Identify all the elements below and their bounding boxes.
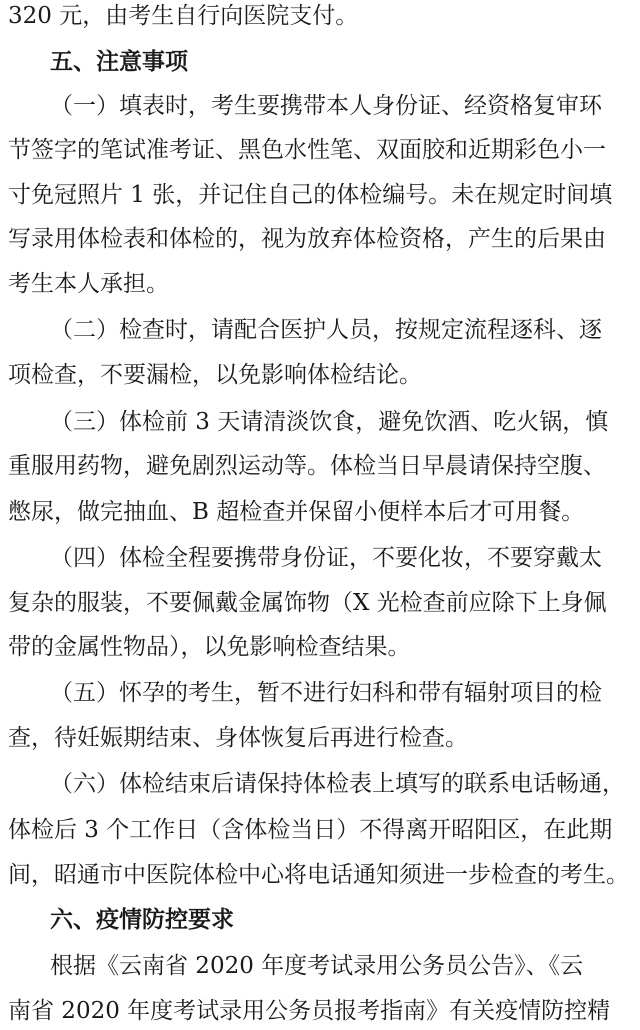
body-line: 体检后 3 个工作日（含体检当日）不得离开昭阳区，在此期 bbox=[8, 817, 613, 843]
body-line: 根据《云南省 2020 年度考试录用公务员公告》、《云 bbox=[50, 953, 584, 979]
body-line: 查，待妊娠期结束、身体恢复后再进行检查。 bbox=[8, 725, 468, 751]
body-line: 节签字的笔试准考证、黑色水性笔、双面胶和近期彩色小一 bbox=[8, 137, 606, 163]
body-line: 复杂的服装，不要佩戴金属饰物（X 光检查前应除下上身佩 bbox=[8, 590, 607, 616]
body-line: 南省 2020 年度考试录用公务员报考指南》有关疫情防控精 bbox=[8, 998, 611, 1024]
body-line: （六）体检结束后请保持体检表上填写的联系电话畅通， bbox=[50, 771, 625, 797]
body-line: 带的金属性物品），以免影响检查结果。 bbox=[8, 634, 411, 660]
body-line: 寸免冠照片 1 张，并记住自己的体检编号。未在规定时间填 bbox=[8, 182, 613, 208]
body-line: 间，昭通市中医院体检中心将电话通知须进一步检查的考生。 bbox=[8, 862, 629, 888]
body-line: 项检查，不要漏检，以免影响体检结论。 bbox=[8, 362, 422, 388]
body-line: 考生本人承担。 bbox=[8, 271, 169, 297]
section-heading: 六、疫情防控要求 bbox=[50, 907, 234, 933]
body-line: 憋尿，做完抽血、B 超检查并保留小便样本后才可用餐。 bbox=[8, 499, 585, 525]
body-line: 重服用药物，避免剧烈运动等。体检当日早晨请保持空腹、 bbox=[8, 453, 606, 479]
body-line: （三）体检前 3 天请清淡饮食，避免饮酒、吃火锅，慎 bbox=[50, 409, 609, 435]
body-line: （一）填表时，考生要携带本人身份证、经资格复审环 bbox=[50, 93, 602, 119]
body-line: （二）检查时，请配合医护人员，按规定流程逐科、逐 bbox=[50, 317, 602, 343]
body-line: （四）体检全程要携带身份证，不要化妆，不要穿戴太 bbox=[50, 545, 602, 571]
body-line: 320 元，由考生自行向医院支付。 bbox=[8, 3, 359, 29]
body-line: （五）怀孕的考生，暂不进行妇科和带有辐射项目的检 bbox=[50, 680, 602, 706]
body-line: 写录用体检表和体检的，视为放弃体检资格，产生的后果由 bbox=[8, 226, 606, 252]
section-heading: 五、注意事项 bbox=[50, 49, 188, 75]
